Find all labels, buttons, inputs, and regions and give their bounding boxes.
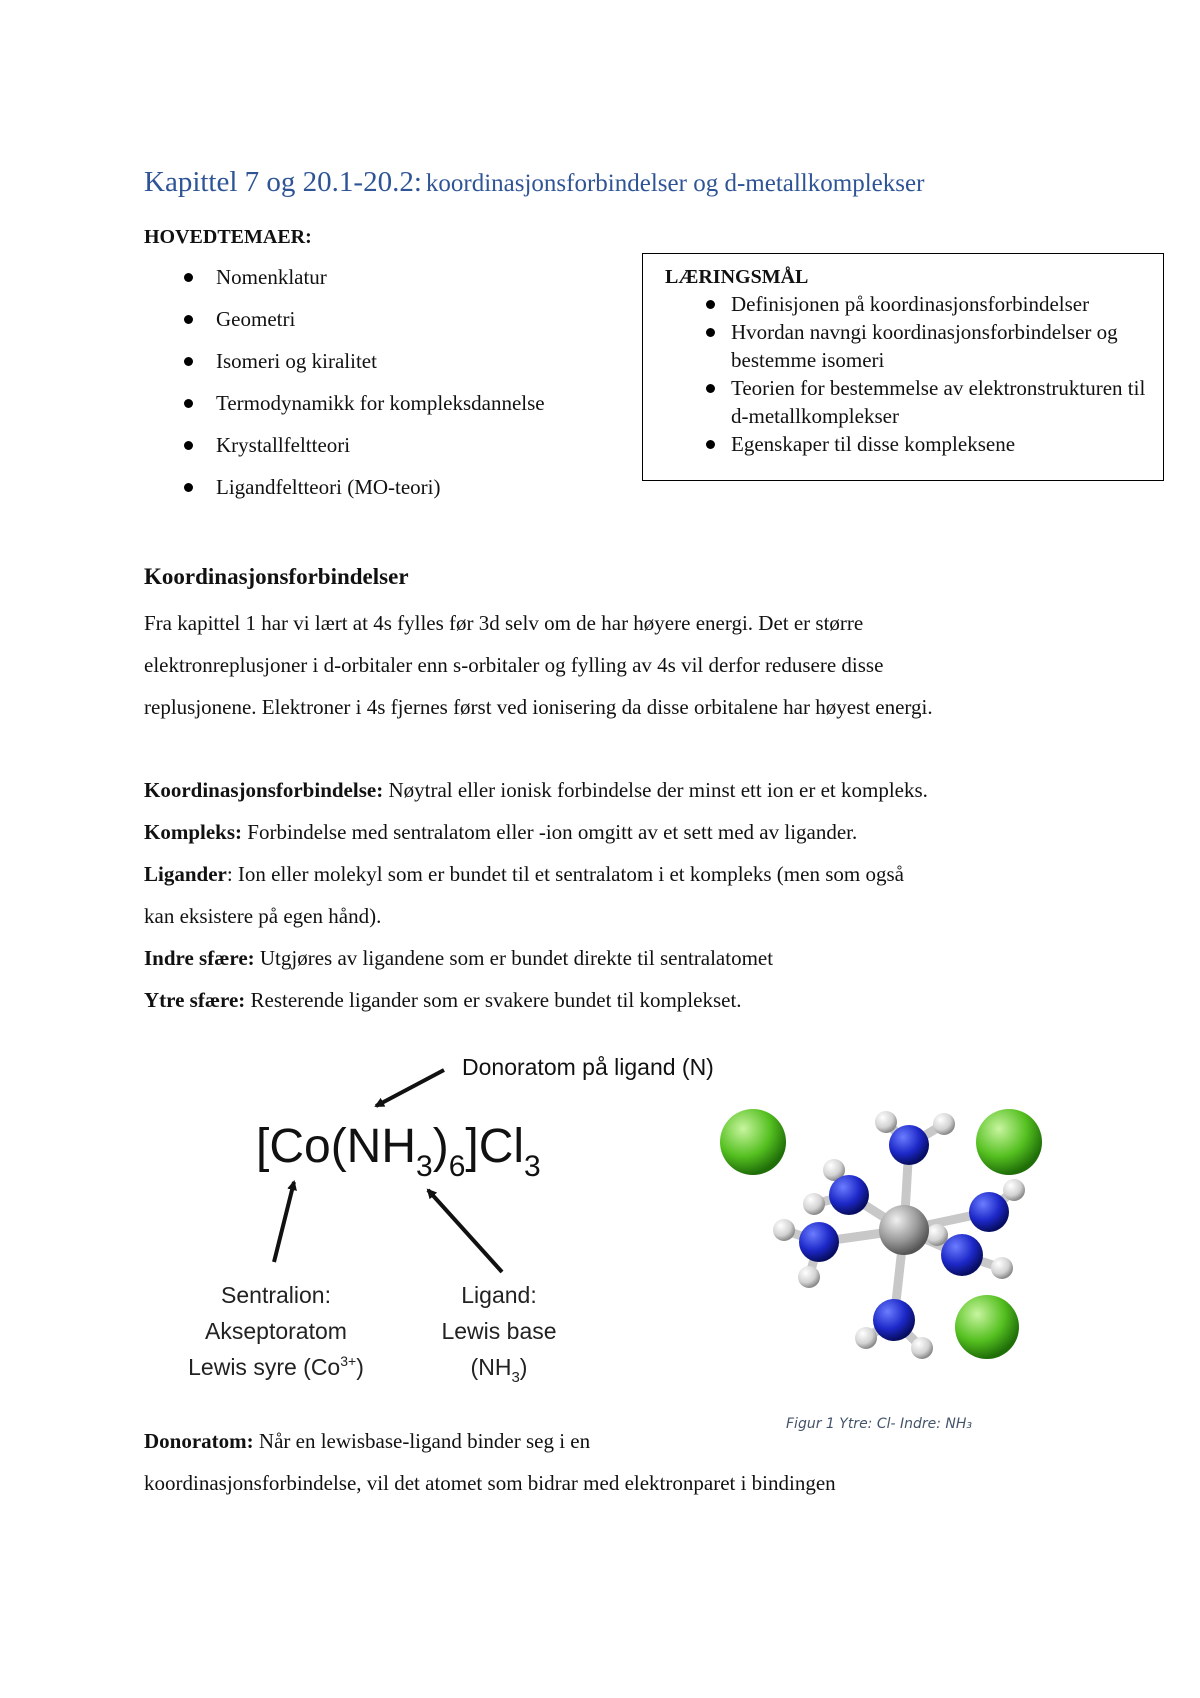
definition-term: Indre sfære: <box>144 946 255 970</box>
hydrogen-atom <box>1003 1179 1025 1201</box>
nitrogen-atom <box>829 1175 869 1215</box>
cobalt-atom <box>879 1205 929 1255</box>
definition-term: Ligander <box>144 862 227 886</box>
hydrogen-atom <box>875 1111 897 1133</box>
hydrogen-atom <box>803 1193 825 1215</box>
hydrogen-atom <box>798 1266 820 1288</box>
main-topics-list <box>180 262 545 514</box>
list-item: Egenskaper til disse kompleksene <box>655 430 1151 458</box>
definition-line <box>144 776 928 804</box>
list-item: Krystallfeltteori <box>180 430 545 472</box>
definition-line <box>144 986 742 1014</box>
list-item: Teorien for bestemmelse av elektronstrukturen til d-metallkomplekser <box>655 374 1151 430</box>
chloride-ion <box>955 1295 1019 1359</box>
definition-term: Donoratom: <box>144 1429 254 1453</box>
central-label-3: Lewis syre $(Co^{3+})$ <box>188 1353 364 1380</box>
page-title <box>144 166 924 199</box>
hydrogen-atom <box>911 1337 933 1359</box>
definition-text: Resterende ligander som er svakere bundet til komplekset. <box>245 988 742 1012</box>
definition-text: Når en lewisbase-ligand binder seg i en <box>253 1429 591 1453</box>
intro-line: elektronreplusjoner i d-orbitaler enn s-orbitaler og fylling av 4s vil derfor redusere disse <box>144 653 884 677</box>
list-item: Geometri <box>180 304 545 346</box>
complex-figure <box>144 1030 1194 1410</box>
definition-text: Utgjøres av ligandene som er bundet direkte til sentralatomet <box>254 946 774 970</box>
ligand-arrow <box>428 1190 502 1272</box>
donor-label: Donoratom på ligand (N) <box>462 1054 714 1080</box>
list-item: Termodynamikk for kompleksdannelse <box>180 388 545 430</box>
nitrogen-atom <box>873 1299 915 1341</box>
chloride-ion <box>976 1109 1042 1175</box>
central-label-2: Akseptoratom <box>205 1318 347 1344</box>
definition-term: Kompleks: <box>144 820 243 844</box>
nitrogen-atom <box>969 1192 1009 1232</box>
formula: $[Co(NH_3)_6]Cl_3$ <box>256 1120 541 1183</box>
ligand-label-3: $(NH_3)$ <box>470 1354 528 1386</box>
molecule-model <box>720 1109 1042 1359</box>
ligand-label-1: Ligand: <box>461 1282 537 1308</box>
nitrogen-atom <box>941 1234 983 1276</box>
definition-line <box>144 902 381 930</box>
ligand-label-2: Lewis base <box>441 1318 557 1344</box>
definition-line <box>144 944 773 972</box>
learning-goals-list <box>655 290 1151 458</box>
definition-term: Koordinasjonsforbindelse: <box>144 778 384 802</box>
definition-line <box>144 860 904 888</box>
hydrogen-atom <box>855 1327 877 1349</box>
main-topics-label: HOVEDTEMAER: <box>144 226 312 248</box>
chapter-label: Kapittel 7 og 20.1-20.2: <box>144 166 422 198</box>
intro-line: replusjonene. Elektroner i 4s fjernes først ved ionisering da disse orbitalene har høyest energi. <box>144 695 933 719</box>
list-item: Isomeri og kiralitet <box>180 346 545 388</box>
central-arrow <box>274 1182 294 1262</box>
definition-text: Forbindelse med sentralatom eller -ion omgitt av et sett med av ligander. <box>242 820 858 844</box>
definition-text: Nøytral eller ionisk forbindelse der minst ett ion er et kompleks. <box>383 778 928 802</box>
hydrogen-atom <box>933 1113 955 1135</box>
chapter-topic: koordinasjonsforbindelser og d-metallkomplekser <box>425 170 925 197</box>
nitrogen-atom <box>799 1222 839 1262</box>
list-item: Hvordan navngi koordinasjonsforbindelser og bestemme isomeri <box>655 318 1151 374</box>
donor-line-2: koordinasjonsforbindelse, vil det atomet som bidrar med elektronparet i bindingen <box>144 1471 836 1495</box>
figure-caption: Figur 1 Ytre: Cl- Indre: NH₃ <box>786 1416 973 1432</box>
definition-text: : Ion eller molekyl som er bundet til et sentralatom i et kompleks (men som også <box>226 862 904 886</box>
learning-goals-box <box>642 253 1164 481</box>
list-item: Ligandfeltteori (MO-teori) <box>180 472 545 514</box>
donor-line-1 <box>144 1427 590 1455</box>
donor-arrow <box>376 1070 444 1106</box>
chloride-ion <box>720 1109 786 1175</box>
nitrogen-atom <box>889 1125 929 1165</box>
definition-term: Ytre sfære: <box>144 988 246 1012</box>
list-item: Nomenklatur <box>180 262 545 304</box>
section-title: Koordinasjonsforbindelser <box>144 564 409 589</box>
definition-text: kan eksistere på egen hånd). <box>144 904 382 928</box>
intro-line: Fra kapittel 1 har vi lært at 4s fylles før 3d selv om de har høyere energi. Det er større <box>144 611 864 635</box>
hydrogen-atom <box>991 1257 1013 1279</box>
learning-goals-label: LÆRINGSMÅL <box>665 266 809 288</box>
hydrogen-atom <box>773 1219 795 1241</box>
list-item: Definisjonen på koordinasjonsforbindelser <box>655 290 1151 318</box>
definition-line <box>144 818 857 846</box>
hydrogen-atom <box>926 1224 948 1246</box>
central-label-1: Sentralion: <box>221 1282 331 1308</box>
